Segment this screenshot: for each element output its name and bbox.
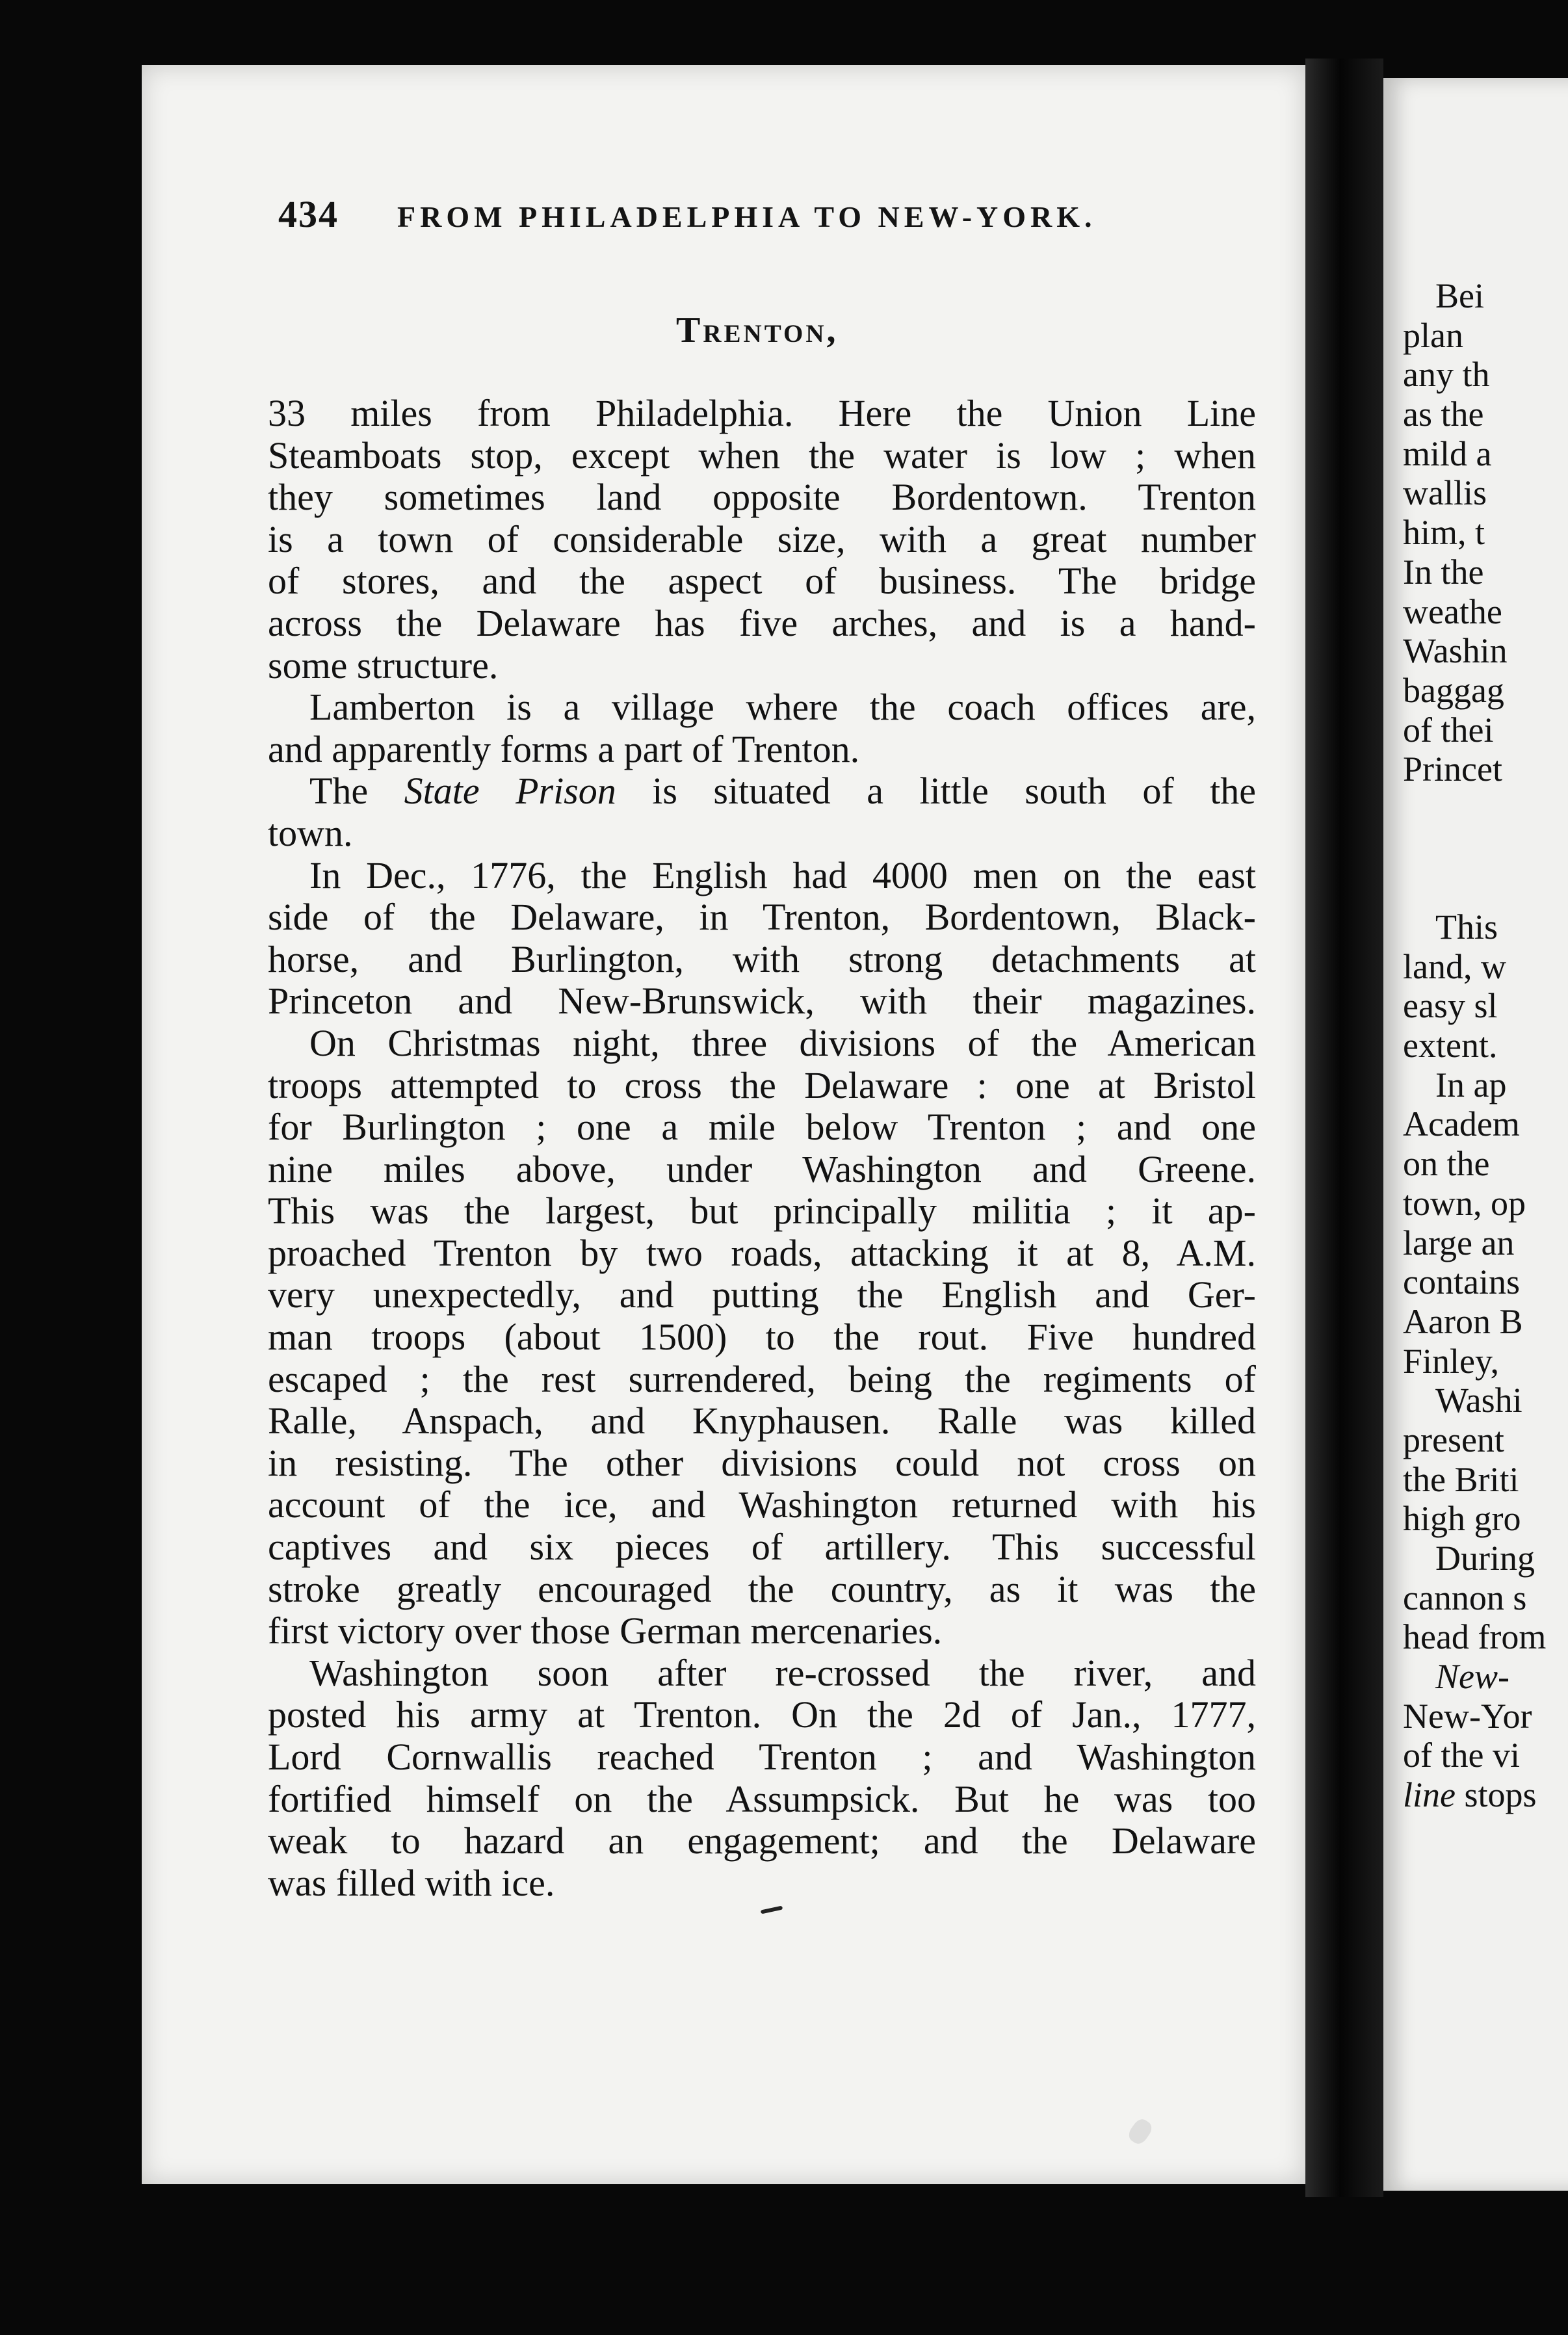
body-line: they sometimes land opposite Bordentown. Trenton (268, 476, 1256, 519)
facing-line: land, w (1403, 946, 1506, 986)
body-line: proached Trenton by two roads, attacking it at 8, A.M. (268, 1231, 1256, 1274)
body-line: Lamberton is a village where the coach offices are, (309, 686, 1256, 729)
facing-line: Academ (1403, 1104, 1520, 1144)
state-prison-italic: State Prison (404, 770, 616, 813)
body-line: man troops (about 1500) to the rout. Five hundred (268, 1316, 1256, 1359)
body-line: is a town of considerable size, with a great number (268, 517, 1256, 560)
facing-line: him, t (1403, 513, 1485, 553)
body-line: was filled with ice. (268, 1861, 555, 1904)
facing-line: extent. (1403, 1026, 1498, 1065)
facing-line: contains (1403, 1262, 1520, 1302)
facing-line: During (1435, 1539, 1535, 1578)
body-line: In Dec., 1776, the English had 4000 men on the east (309, 854, 1256, 896)
body-line: Princeton and New-Brunswick, with their magazines. (268, 980, 1256, 1023)
body-line: town. (268, 811, 353, 854)
facing-line: large an (1403, 1223, 1515, 1262)
body-line: 33 miles from Philadelphia. Here the Union Line (268, 392, 1256, 434)
facing-line: plan (1403, 315, 1463, 355)
body-line: very unexpectedly, and putting the English and Ger- (268, 1273, 1256, 1316)
body-line: This was the largest, but principally militia ; it ap- (268, 1190, 1256, 1233)
facing-line: head from (1403, 1617, 1547, 1657)
facing-line: of the vi (1403, 1736, 1520, 1775)
facing-line: baggag (1403, 670, 1504, 710)
facing-line: cannon s (1403, 1578, 1527, 1617)
facing-line-italic: New- (1435, 1657, 1509, 1697)
body-line: captives and six pieces of artillery. This successful (268, 1526, 1256, 1569)
facing-line: high gro (1403, 1499, 1521, 1539)
main-body-text (268, 393, 1256, 1904)
facing-line: In the (1403, 552, 1484, 592)
facing-line: Finley, (1403, 1341, 1499, 1381)
facing-line: as the (1403, 395, 1484, 434)
body-line: escaped ; the rest surrendered, being the regiments of (268, 1357, 1256, 1400)
facing-line: mild a (1403, 434, 1492, 473)
body-line: in resisting. The other divisions could not cross on (268, 1441, 1256, 1484)
facing-line (1403, 789, 1568, 829)
facing-line: line stops (1403, 1775, 1537, 1815)
body-line: Ralle, Anspach, and Knyphausen. Ralle was killed (268, 1400, 1256, 1442)
facing-line: on the (1403, 1144, 1490, 1184)
facing-line: town, op (1403, 1183, 1526, 1223)
body-line: troops attempted to cross the Delaware : one at Bristol (268, 1063, 1256, 1106)
facing-page-text (1403, 276, 1568, 1815)
facing-line: This (1435, 907, 1498, 946)
facing-line: Aaron B (1403, 1301, 1523, 1341)
section-heading: Trenton, (676, 310, 839, 350)
body-line: for Burlington ; one a mile below Trenton ; and one (268, 1106, 1256, 1149)
body-line: and apparently forms a part of Trenton. (268, 727, 860, 770)
facing-line: New-Yor (1403, 1696, 1532, 1736)
body-line: posted his army at Trenton. On the 2d of Jan., 1777, (268, 1693, 1256, 1736)
running-title: FROM PHILADELPHIA TO NEW-YORK. (397, 200, 1097, 233)
body-line-state-prison: The State Prison is situated a little south of the (309, 770, 1256, 813)
facing-line: Bei (1435, 276, 1484, 315)
book-gutter (1305, 59, 1383, 2197)
body-line: horse, and Burlington, with strong detachments at (268, 937, 1256, 980)
facing-line: any th (1403, 355, 1490, 395)
body-line: first victory over those German mercenaries. (268, 1610, 943, 1652)
line-italic: line (1403, 1775, 1456, 1815)
body-line: Washington soon after re-crossed the river, and (309, 1651, 1256, 1694)
facing-line (1403, 829, 1568, 868)
facing-line: present (1403, 1420, 1504, 1459)
body-line: across the Delaware has five arches, and is a hand- (268, 601, 1256, 644)
body-line: On Christmas night, three divisions of the American (309, 1021, 1256, 1064)
facing-line (1403, 868, 1568, 907)
body-line: nine miles above, under Washington and Greene. (268, 1147, 1256, 1190)
facing-line: of thei (1403, 710, 1494, 750)
facing-line: the Briti (1403, 1459, 1519, 1499)
facing-line: wallis (1403, 473, 1487, 513)
body-line: side of the Delaware, in Trenton, Bordentown, Black- (268, 896, 1256, 939)
facing-line: In ap (1435, 1065, 1507, 1104)
body-line: some structure. (268, 644, 499, 686)
facing-line: weathe (1403, 592, 1502, 631)
facing-line: Princet (1403, 750, 1502, 789)
facing-line: Washi (1435, 1381, 1522, 1420)
body-line: of stores, and the aspect of business. The bridge (268, 560, 1256, 603)
body-line: fortified himself on the Assumpsick. But he was too (268, 1777, 1256, 1820)
page-number: 434 (278, 193, 339, 235)
body-line: weak to hazard an engagement; and the Delaware (268, 1820, 1256, 1862)
body-line: account of the ice, and Washington returned with his (268, 1483, 1256, 1526)
body-line: Steamboats stop, except when the water is low ; when (268, 434, 1256, 476)
running-head (278, 192, 1253, 236)
body-line: stroke greatly encouraged the country, as it was the (268, 1567, 1256, 1610)
facing-line: easy sl (1403, 986, 1498, 1026)
facing-line: Washin (1403, 631, 1508, 671)
body-line: Lord Cornwallis reached Trenton ; and Washington (268, 1736, 1256, 1778)
